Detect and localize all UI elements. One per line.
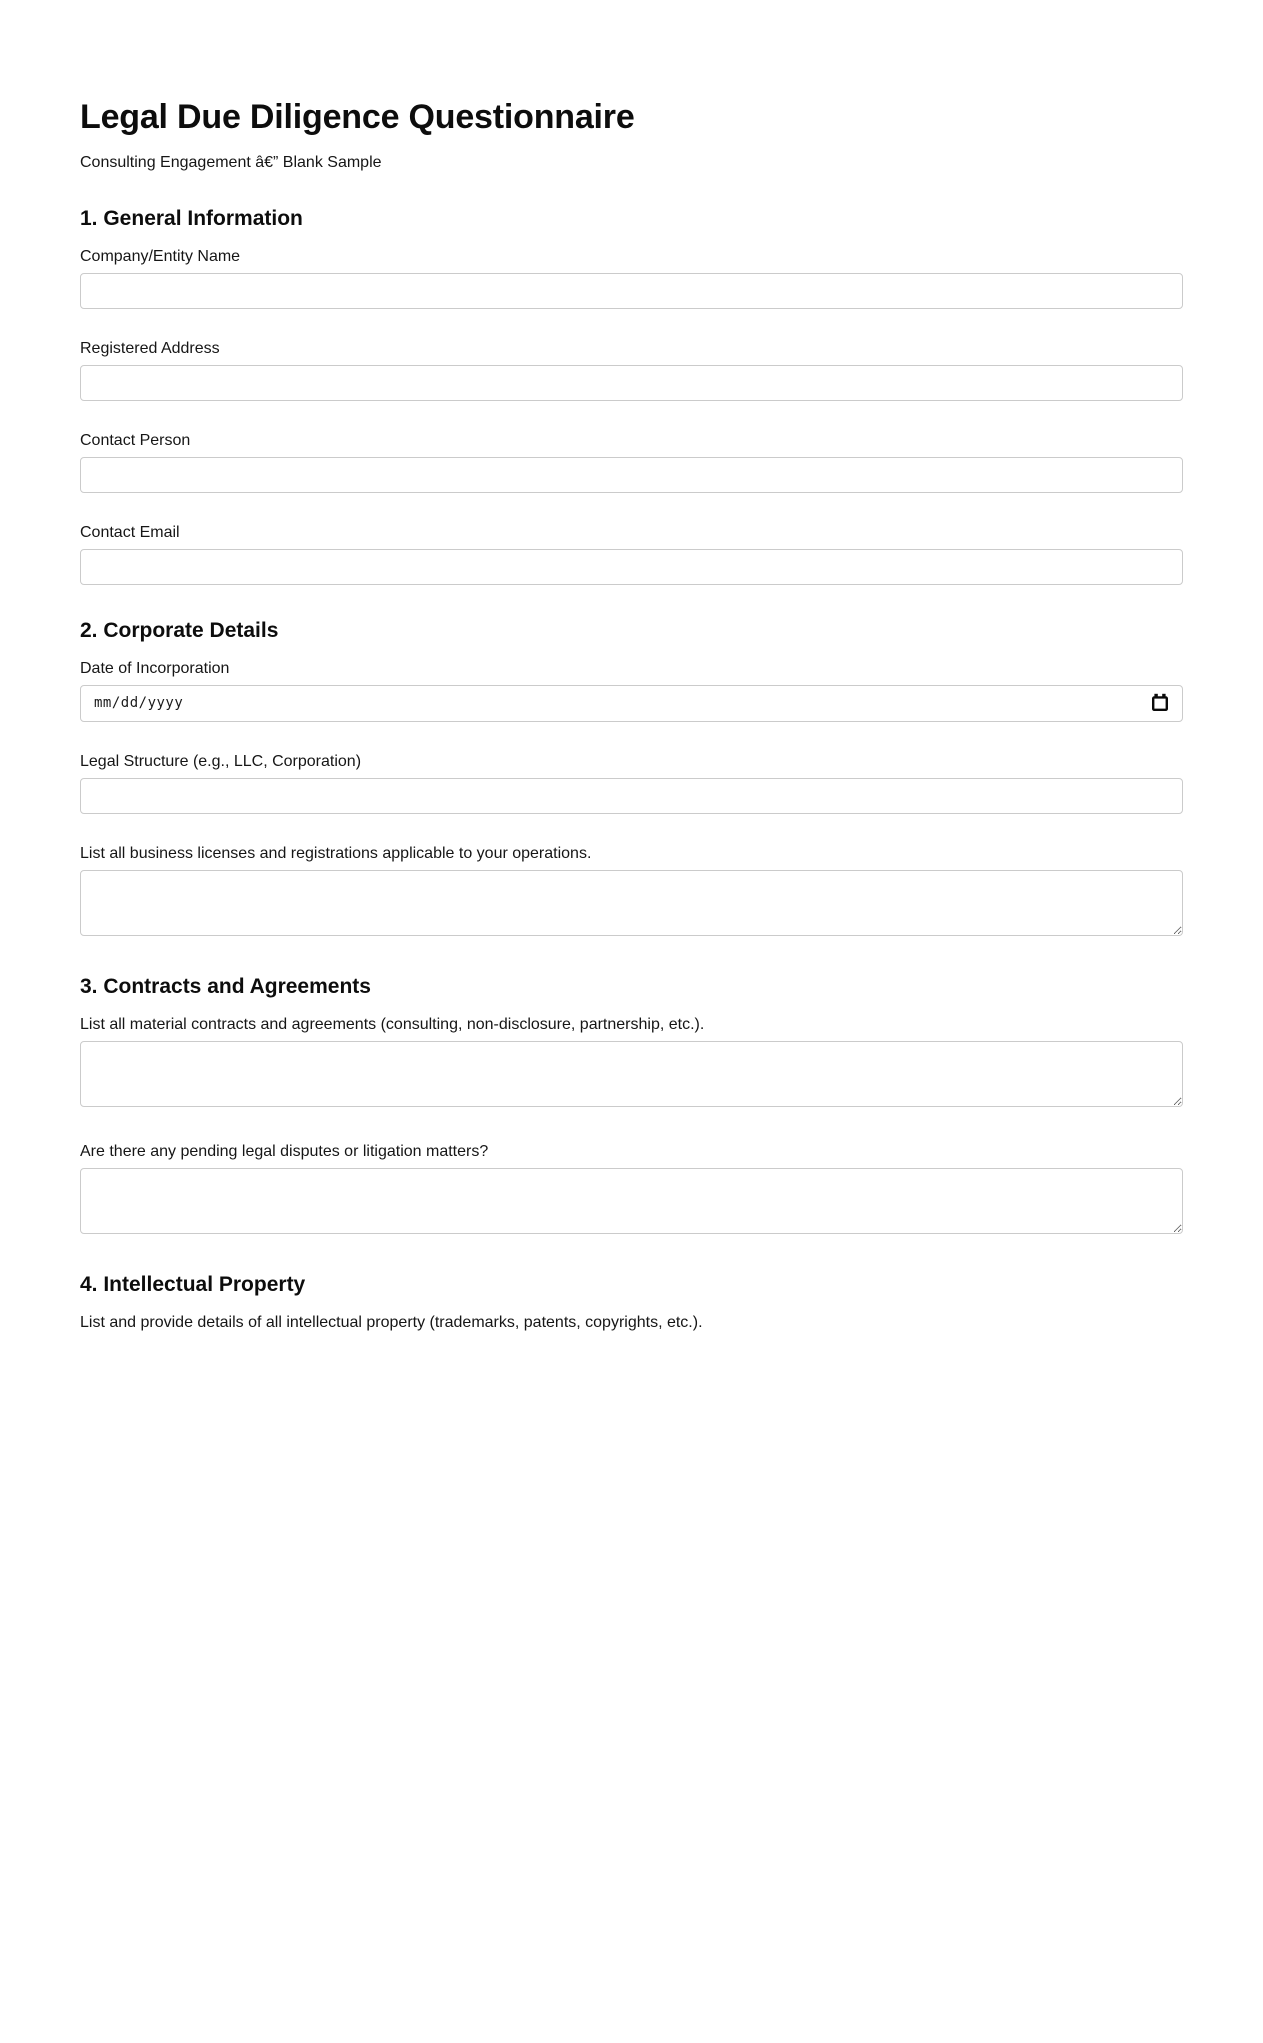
contact-person-label: Contact Person: [80, 431, 191, 449]
material-contracts-label: List all material contracts and agreements (consulting, non-disclosure, partnership, etc.).: [80, 1015, 705, 1033]
field-date-of-incorporation: [80, 659, 1183, 722]
contact-email-label: Contact Email: [80, 523, 180, 541]
material-contracts-textarea[interactable]: [80, 1041, 1183, 1107]
contact-person-input[interactable]: [80, 457, 1183, 493]
company-entity-name-label: Company/Entity Name: [80, 247, 241, 265]
date-of-incorporation-label: Date of Incorporation: [80, 659, 230, 677]
field-material-contracts: [80, 1015, 1183, 1112]
section-general-information: [80, 207, 1183, 585]
legal-disputes-label: Are there any pending legal disputes or litigation matters?: [80, 1142, 489, 1160]
page-subtitle: Consulting Engagement â€” Blank Sample: [80, 153, 382, 171]
section-intellectual-property: [80, 1273, 1183, 1333]
page-title: Legal Due Diligence Questionnaire: [80, 98, 635, 136]
field-business-licenses: [80, 844, 1183, 941]
field-legal-structure: [80, 752, 1183, 814]
legal-disputes-textarea[interactable]: [80, 1168, 1183, 1234]
section-contracts-and-agreements-heading: 3. Contracts and Agreements: [80, 974, 371, 998]
field-company-entity-name: [80, 247, 1183, 309]
registered-address-label: Registered Address: [80, 339, 220, 357]
business-licenses-label: List all business licenses and registrations applicable to your operations.: [80, 844, 592, 862]
section-intellectual-property-heading: 4. Intellectual Property: [80, 1272, 306, 1296]
company-entity-name-input[interactable]: [80, 273, 1183, 309]
section-corporate-details: [80, 619, 1183, 941]
legal-structure-input[interactable]: [80, 778, 1183, 814]
business-licenses-textarea[interactable]: [80, 870, 1183, 936]
field-registered-address: [80, 339, 1183, 401]
registered-address-input[interactable]: [80, 365, 1183, 401]
date-placeholder: mm/dd/yyyy: [94, 695, 184, 712]
contact-email-input[interactable]: [80, 549, 1183, 585]
legal-structure-label: Legal Structure (e.g., LLC, Corporation): [80, 752, 362, 770]
section-corporate-details-heading: 2. Corporate Details: [80, 618, 279, 642]
field-contact-person: [80, 431, 1183, 493]
calendar-icon[interactable]: [1151, 693, 1169, 713]
field-contact-email: [80, 523, 1183, 585]
field-legal-disputes: [80, 1142, 1183, 1239]
field-intellectual-property: [80, 1313, 1183, 1333]
intellectual-property-label: List and provide details of all intellectual property (trademarks, patents, copyrights, etc.).: [80, 1314, 703, 1332]
section-general-information-heading: 1. General Information: [80, 206, 303, 230]
section-contracts-and-agreements: [80, 975, 1183, 1239]
date-of-incorporation-input[interactable]: [80, 685, 1183, 722]
